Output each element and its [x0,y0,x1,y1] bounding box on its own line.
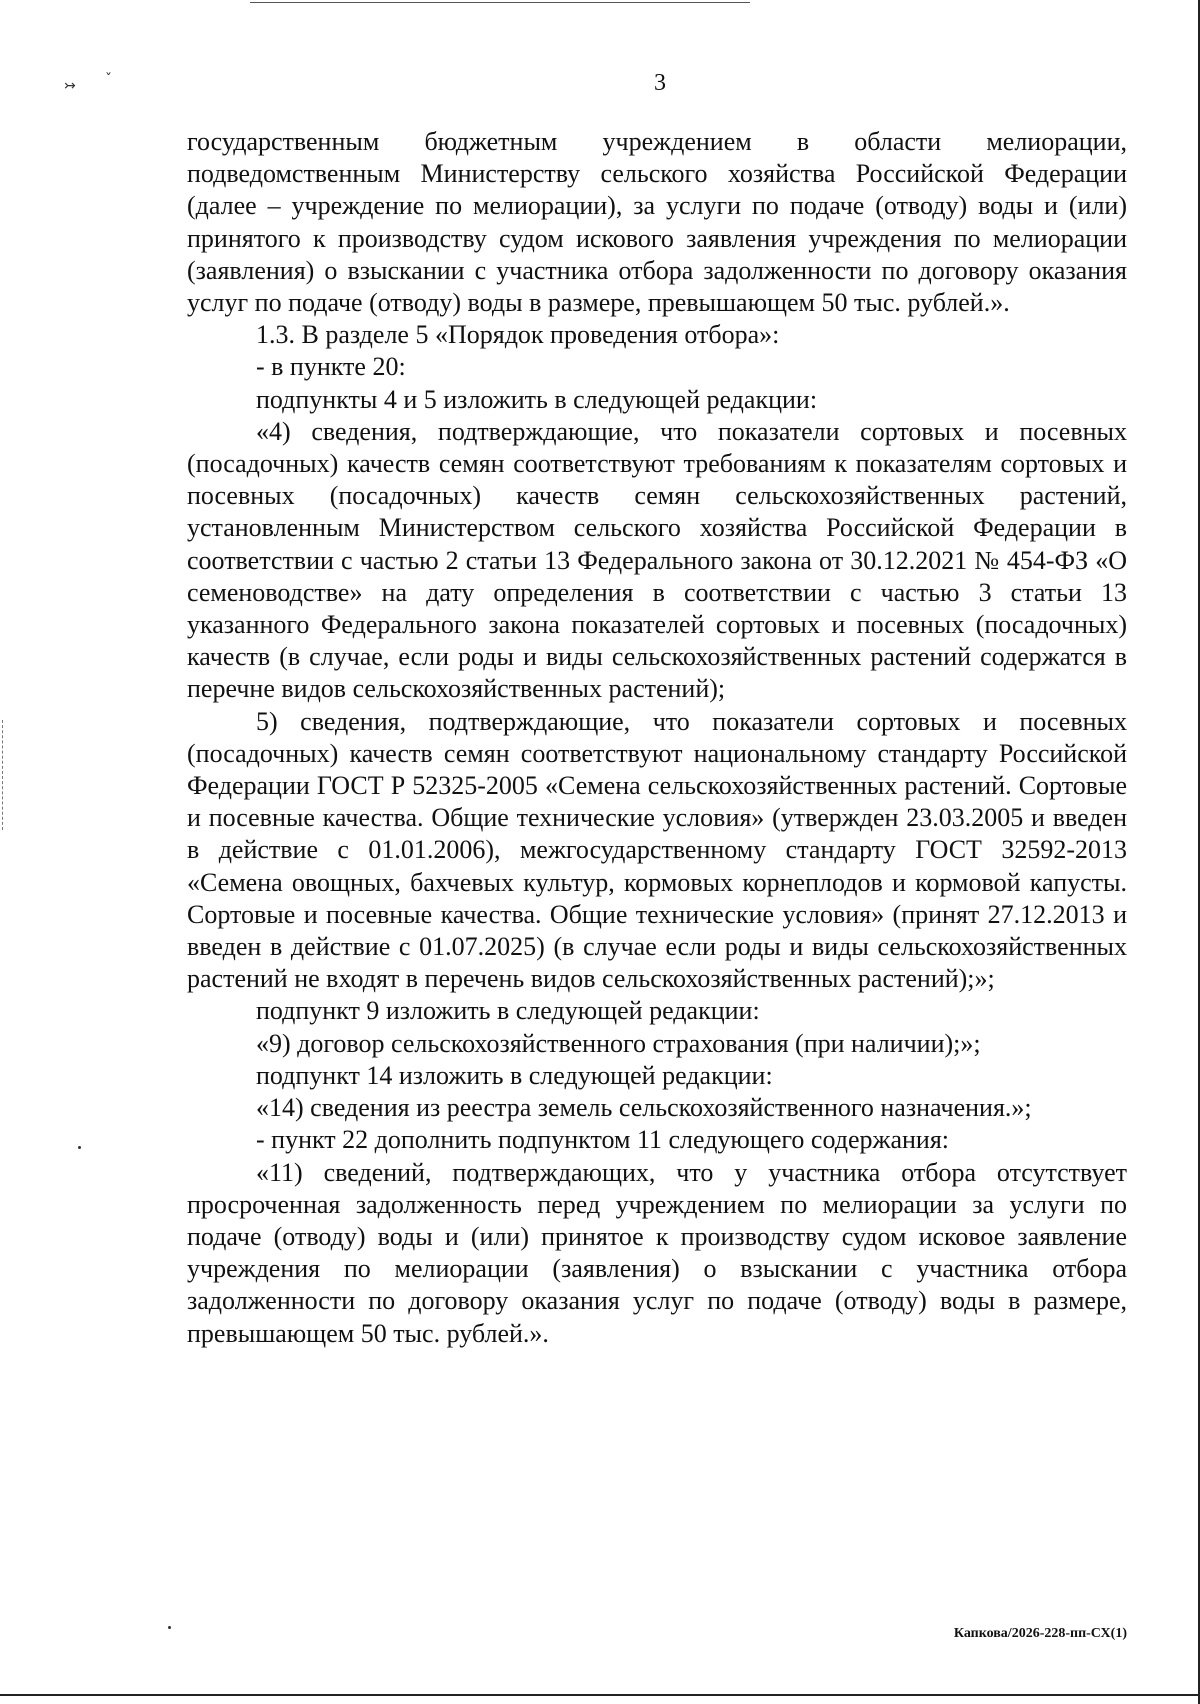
scan-left-edge-marks [2,720,3,830]
paragraph: 5) сведения, подтверждающие, что показатели сортовых и посевных (посадочных) качеств семян соответствуют национальному стандарту Российской Федерации ГОСТ Р 52325-2005 «Семена сельскохозяйственных растений. Сортовые и посевные качества. Общие технические условия» (утвержден 23.03.2005 и введен в действие с 01.01.2006), межгосударственному стандарту ГОСТ 32592-2013 «Семена овощных, бахчевых культур, кормовых корнеплодов и кормовой капусты. Сортовые и посевные качества. Общие технические условия» (принят 27.12.2013 и введен в действие с 01.07.2025) (в случае если роды и виды сельскохозяйственных растений не входят в перечень видов сельскохозяйственных растений);»; [187,706,1127,994]
scan-mark: ˇ [105,72,112,88]
scan-speck [78,1146,81,1149]
scan-mark: ↣ [64,78,76,94]
document-reference-code: Капкова/2026-228-пп-СХ(1) [953,1626,1127,1641]
page-border-bottom [0,1694,1200,1696]
scan-top-rule [250,2,750,3]
paragraph: «11) сведений, подтверждающих, что у участника отбора отсутствует просроченная задолженность перед учреждением по мелиорации за услуги по подаче (отводу) воды и (или) принятое к производству судом исковое заявление учреждения по мелиорации (заявления) о взыскании с участника отбора задолженности по договору оказания услуг по подаче (отводу) воды в размере, превышающем 50 тыс. рублей.». [187,1157,1127,1348]
document-body [187,126,1127,1350]
page-number: 3 [654,70,666,96]
scan-speck [168,1626,171,1629]
section-heading-paragraph: 1.3. В разделе 5 «Порядок проведения отбора»: [256,320,780,350]
paragraph: - пункт 22 дополнить подпунктом 11 следующего содержания: [256,1125,949,1155]
paragraph: - в пункте 20: [256,352,406,382]
paragraph: подпункты 4 и 5 изложить в следующей редакции: [256,384,818,414]
paragraph: «14) сведения из реестра земель сельскохозяйственного назначения.»; [256,1093,1032,1123]
paragraph: подпункт 14 изложить в следующей редакции: [256,1060,773,1090]
paragraph: «4) сведения, подтверждающие, что показатели сортовых и посевных (посадочных) качеств семян соответствуют требованиям к показателям сортовых и посевных (посадочных) качеств семян сельскохозяйственных растений, установленным Министерством сельского хозяйства Российской Федерации в соответствии с частью 2 статьи 13 Федерального закона от 30.12.2021 № 454-ФЗ «О семеноводстве» на дату определения в соответствии с частью 3 статьи 13 указанного Федерального закона показателей сортовых и посевных (посадочных) качеств (в случае, если роды и виды сельскохозяйственных растений содержатся в перечне видов сельскохозяйственных растений); [187,416,1127,704]
paragraph: «9) договор сельскохозяйственного страхования (при наличии);»; [256,1028,981,1058]
paragraph: государственным бюджетным учреждением в области мелиорации, подведомственным Министерству сельского хозяйства Российской Федерации (далее – учреждение по мелиорации), за услуги по подаче (отводу) воды и (или) принятого к производству судом искового заявления учреждения по мелиорации (заявления) о взыскании с участника отбора задолженности по договору оказания услуг по подаче (отводу) воды в размере, превышающем 50 тыс. рублей.». [187,127,1127,318]
paragraph: подпункт 9 изложить в следующей редакции: [256,996,760,1026]
